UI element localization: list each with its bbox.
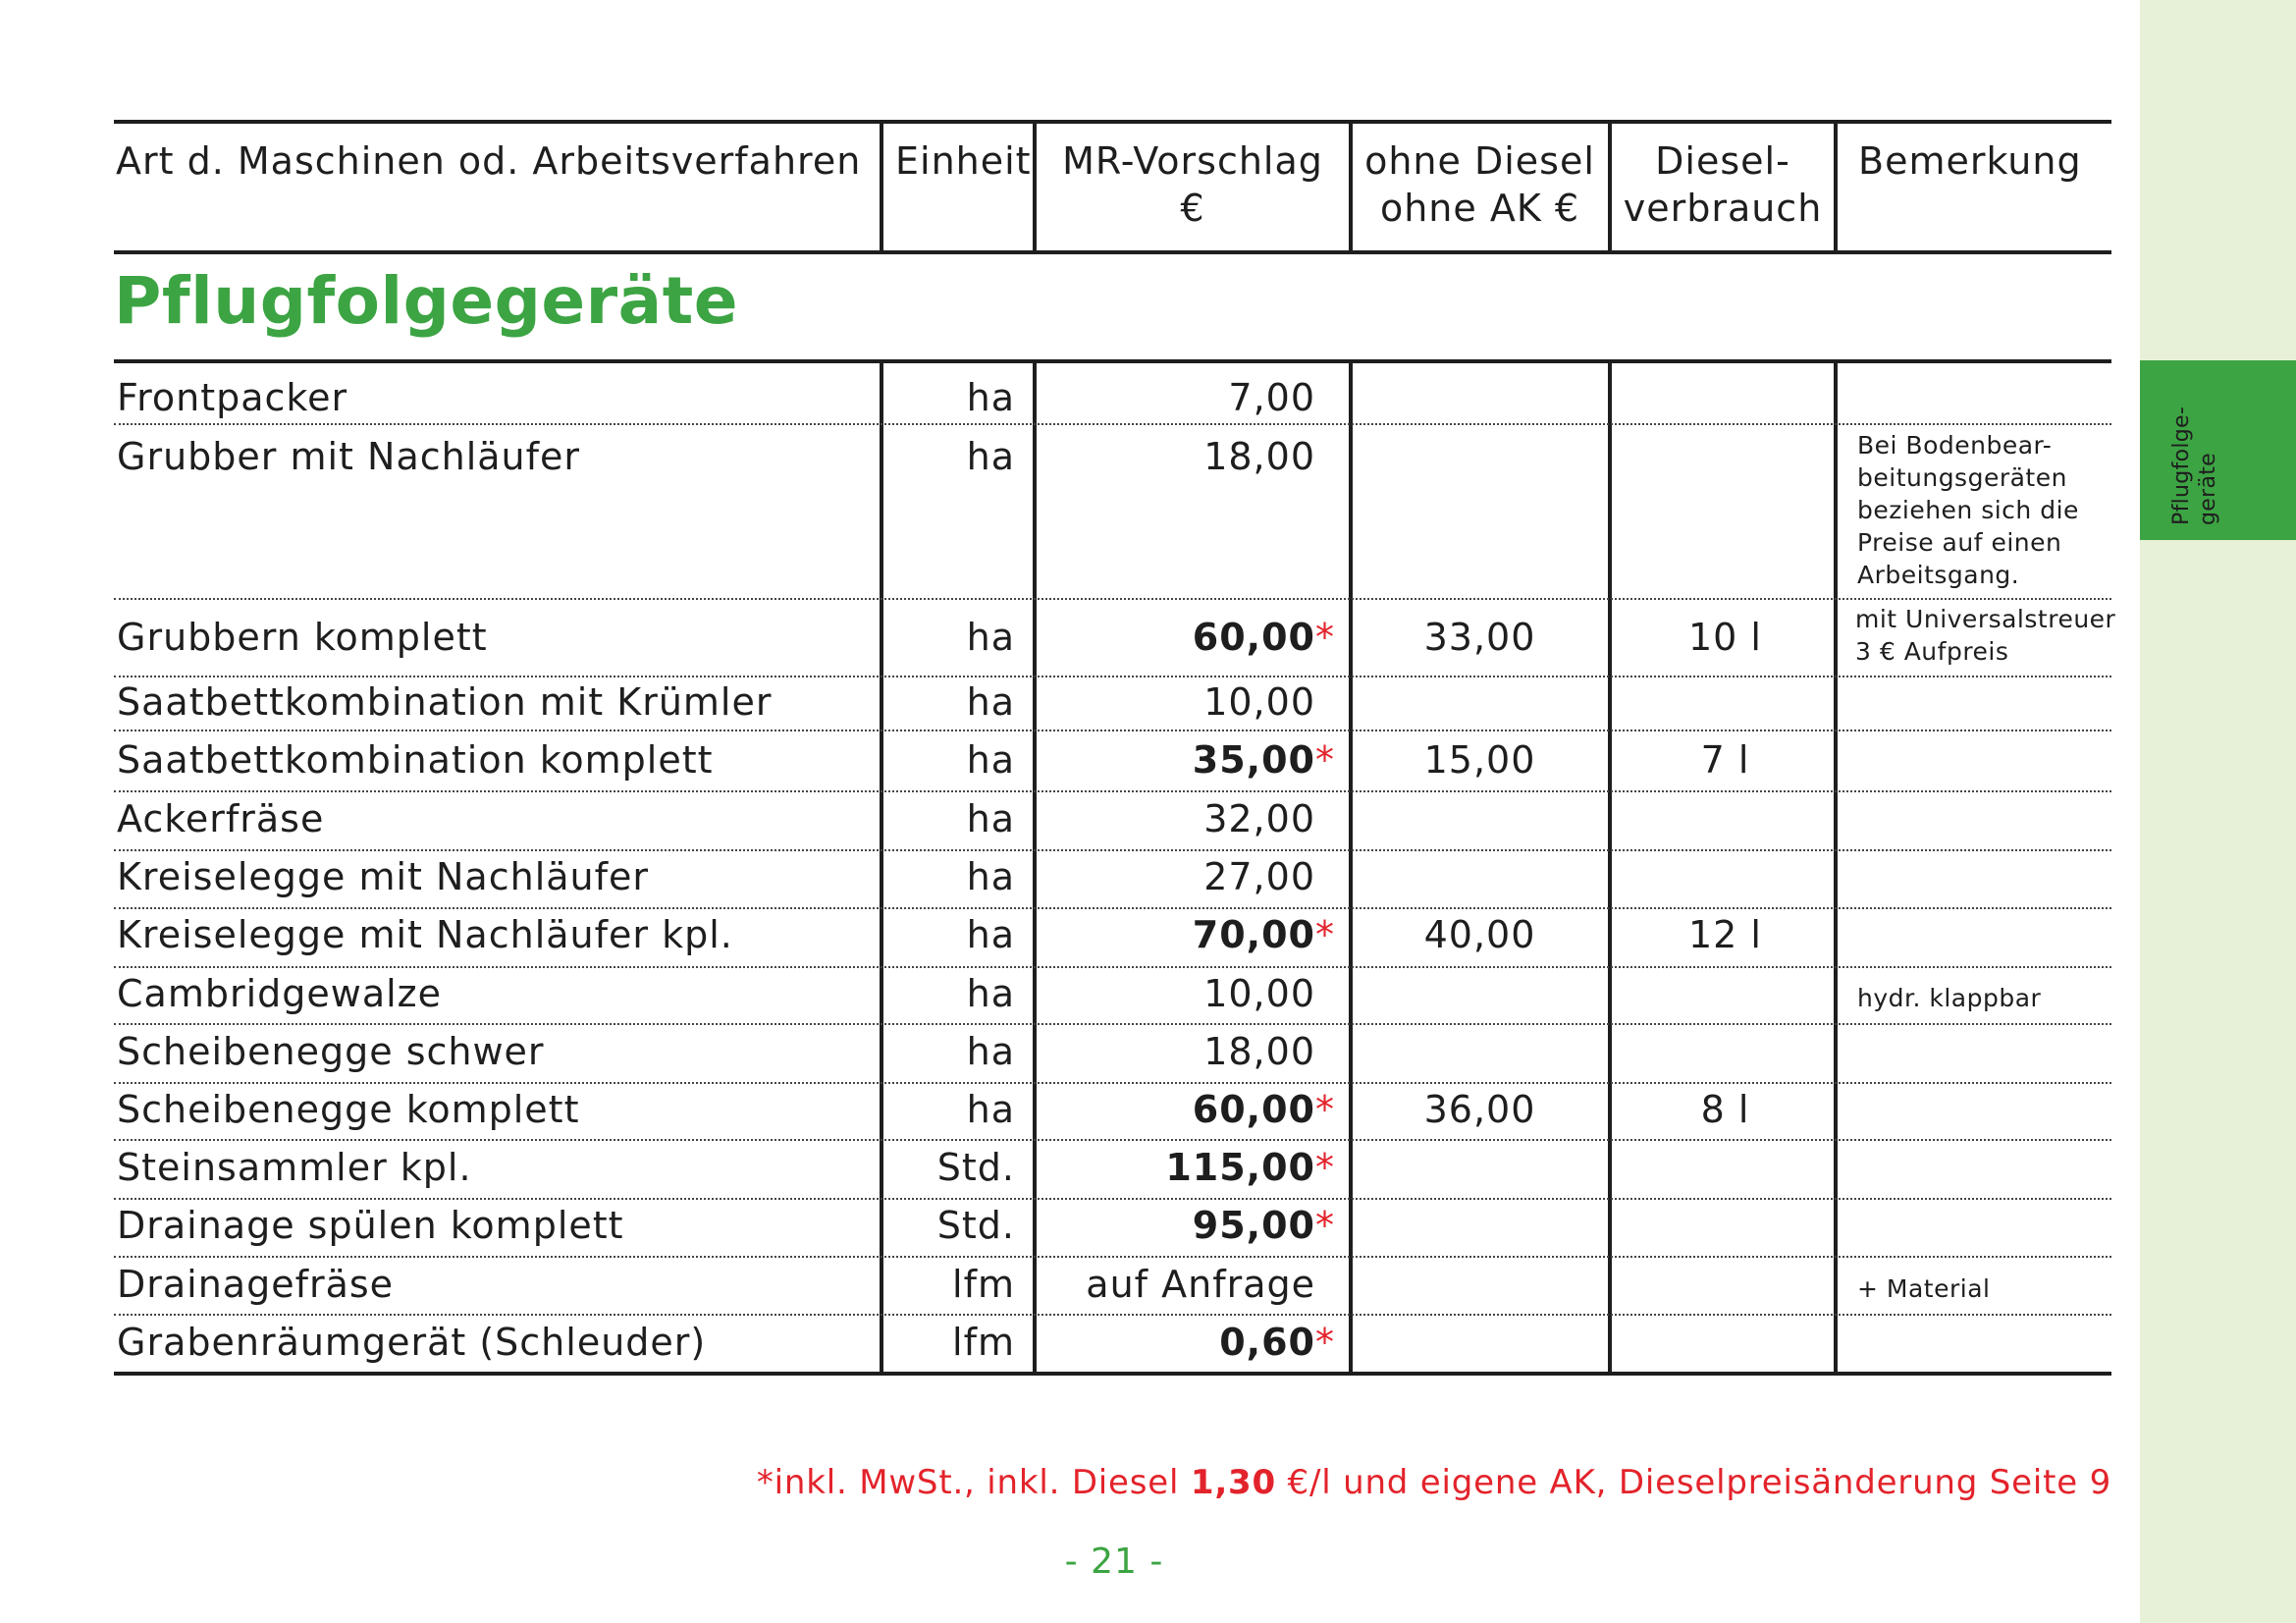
table-row [0, 848, 2296, 905]
row-price [1041, 790, 1335, 847]
table-row [0, 1197, 2296, 1254]
row-name: Grubbern komplett [117, 616, 488, 659]
price-star: * [1315, 1321, 1335, 1364]
price-value: 70,00 [1192, 913, 1315, 956]
row-no-diesel: 15,00 [1423, 738, 1536, 782]
row-diesel: 12 l [1688, 913, 1762, 956]
header-diesel: Diesel- verbrauch [1623, 139, 1823, 230]
row-diesel: 7 l [1700, 738, 1750, 782]
row-name: Saatbettkombination komplett [117, 738, 714, 782]
remark-universalstreuer: mit Universalstreuer 3 € Aufpreis [1855, 605, 2116, 666]
table-bottom-rule [114, 1372, 2111, 1376]
price-value: 10,00 [1203, 972, 1315, 1015]
row-name: Scheibenegge komplett [117, 1088, 580, 1131]
row-unit: ha [966, 972, 1015, 1015]
row-name: Grubber mit Nachläufer [117, 435, 581, 478]
header-bottom-rule [114, 250, 2111, 254]
row-no-diesel: 33,00 [1423, 616, 1536, 659]
row-price [1041, 1081, 1335, 1138]
col-divider [880, 120, 883, 254]
price-star: * [1315, 1146, 1335, 1189]
row-name: Steinsammler kpl. [117, 1146, 472, 1189]
row-price [1041, 1256, 1335, 1313]
row-price [1041, 1023, 1335, 1080]
header-unit: Einheit [895, 139, 1032, 183]
price-value: 18,00 [1203, 435, 1315, 478]
price-value: 32,00 [1203, 797, 1315, 840]
header-price: MR-Vorschlag € [1062, 139, 1323, 230]
row-unit: ha [966, 1030, 1015, 1073]
footnote [589, 1463, 2111, 1502]
header-remark: Bemerkung [1858, 139, 2082, 183]
row-unit: ha [966, 855, 1015, 898]
row-unit: ha [966, 913, 1015, 956]
footnote-prefix: *inkl. MwSt., inkl. Diesel [756, 1463, 1191, 1502]
row-price [1041, 731, 1335, 788]
row-price [1041, 906, 1335, 963]
row-unit: ha [966, 376, 1015, 419]
row-price [1041, 369, 1335, 426]
row-name: Drainagefräse [117, 1263, 395, 1306]
price-value: 18,00 [1203, 1030, 1315, 1073]
row-no-diesel: 40,00 [1423, 913, 1536, 956]
row-unit: ha [966, 1088, 1015, 1131]
table-row [0, 369, 2296, 426]
price-value: 0,60 [1219, 1321, 1315, 1364]
table-row [0, 674, 2296, 730]
row-name: Saatbettkombination mit Krümler [117, 680, 773, 724]
row-no-diesel: 36,00 [1423, 1088, 1536, 1131]
side-tab-label: Pflugfolge- geräte [2169, 406, 2220, 525]
remark-hydr-klappbar: hydr. klappbar [1857, 984, 2042, 1012]
row-unit: Std. [936, 1204, 1015, 1247]
table-row [0, 1023, 2296, 1080]
row-price [1041, 674, 1335, 730]
col-divider [1834, 120, 1838, 254]
section-rule [114, 359, 2111, 363]
table-row [0, 731, 2296, 788]
table-row [0, 1314, 2296, 1371]
row-unit: lfm [952, 1263, 1015, 1306]
price-star: * [1315, 1088, 1335, 1131]
row-unit: lfm [952, 1321, 1015, 1364]
row-price [1041, 1314, 1335, 1371]
row-unit: ha [966, 738, 1015, 782]
row-name: Cambridgewalze [117, 972, 443, 1015]
row-unit: Std. [936, 1146, 1015, 1189]
row-price [1041, 1139, 1335, 1196]
table-row [0, 1081, 2296, 1138]
table-row [0, 790, 2296, 847]
table-row [0, 906, 2296, 963]
price-star: * [1315, 913, 1335, 956]
price-value: auf Anfrage [1086, 1263, 1315, 1306]
row-unit: ha [966, 680, 1015, 724]
row-price [1041, 965, 1335, 1022]
price-value: 7,00 [1228, 376, 1315, 419]
footnote-suffix: €/l und eigene AK, Dieselpreisänderung Seite 9 [1275, 1463, 2111, 1502]
price-star: * [1315, 738, 1335, 782]
row-unit: ha [966, 616, 1015, 659]
price-value: 35,00 [1192, 738, 1315, 782]
row-diesel: 10 l [1688, 616, 1762, 659]
row-name: Frontpacker [117, 376, 348, 419]
price-star: * [1315, 616, 1335, 659]
row-unit: ha [966, 797, 1015, 840]
price-value: 60,00 [1192, 616, 1315, 659]
remark-material: + Material [1857, 1274, 1991, 1303]
table-top-rule [114, 120, 2111, 124]
col-divider [1349, 120, 1353, 254]
price-value: 27,00 [1203, 855, 1315, 898]
section-title: Pflugfolgegeräte [114, 263, 739, 339]
header-name: Art d. Maschinen od. Arbeitsverfahren [116, 139, 862, 183]
row-unit: ha [966, 435, 1015, 478]
price-star: * [1315, 1204, 1335, 1247]
price-value: 95,00 [1192, 1204, 1315, 1247]
row-price [1041, 848, 1335, 905]
table-row [0, 1139, 2296, 1196]
header-no-diesel: ohne Diesel ohne AK € [1364, 139, 1595, 230]
price-value: 10,00 [1203, 680, 1315, 724]
row-name: Ackerfräse [117, 797, 325, 840]
footnote-diesel-price: 1,30 [1190, 1463, 1276, 1502]
price-value: 115,00 [1165, 1146, 1315, 1189]
row-name: Kreiselegge mit Nachläufer kpl. [117, 913, 733, 956]
price-value: 60,00 [1192, 1088, 1315, 1131]
row-name: Drainage spülen komplett [117, 1204, 624, 1247]
col-divider [1033, 120, 1037, 254]
row-price [1041, 428, 1335, 485]
row-price [1041, 1197, 1335, 1254]
col-divider [1608, 120, 1612, 254]
row-separator [114, 598, 2111, 600]
row-price [1041, 609, 1335, 666]
row-name: Kreiselegge mit Nachläufer [117, 855, 650, 898]
remark-bodenbearbeitung: Bei Bodenbear- beitungsgeräten beziehen sich die Preise auf einen Arbeitsgang. [1857, 431, 2079, 589]
row-name: Scheibenegge schwer [117, 1030, 545, 1073]
row-name: Grabenräumgerät (Schleuder) [117, 1321, 707, 1364]
page-number: - 21 - [1064, 1542, 1164, 1582]
row-diesel: 8 l [1700, 1088, 1750, 1131]
